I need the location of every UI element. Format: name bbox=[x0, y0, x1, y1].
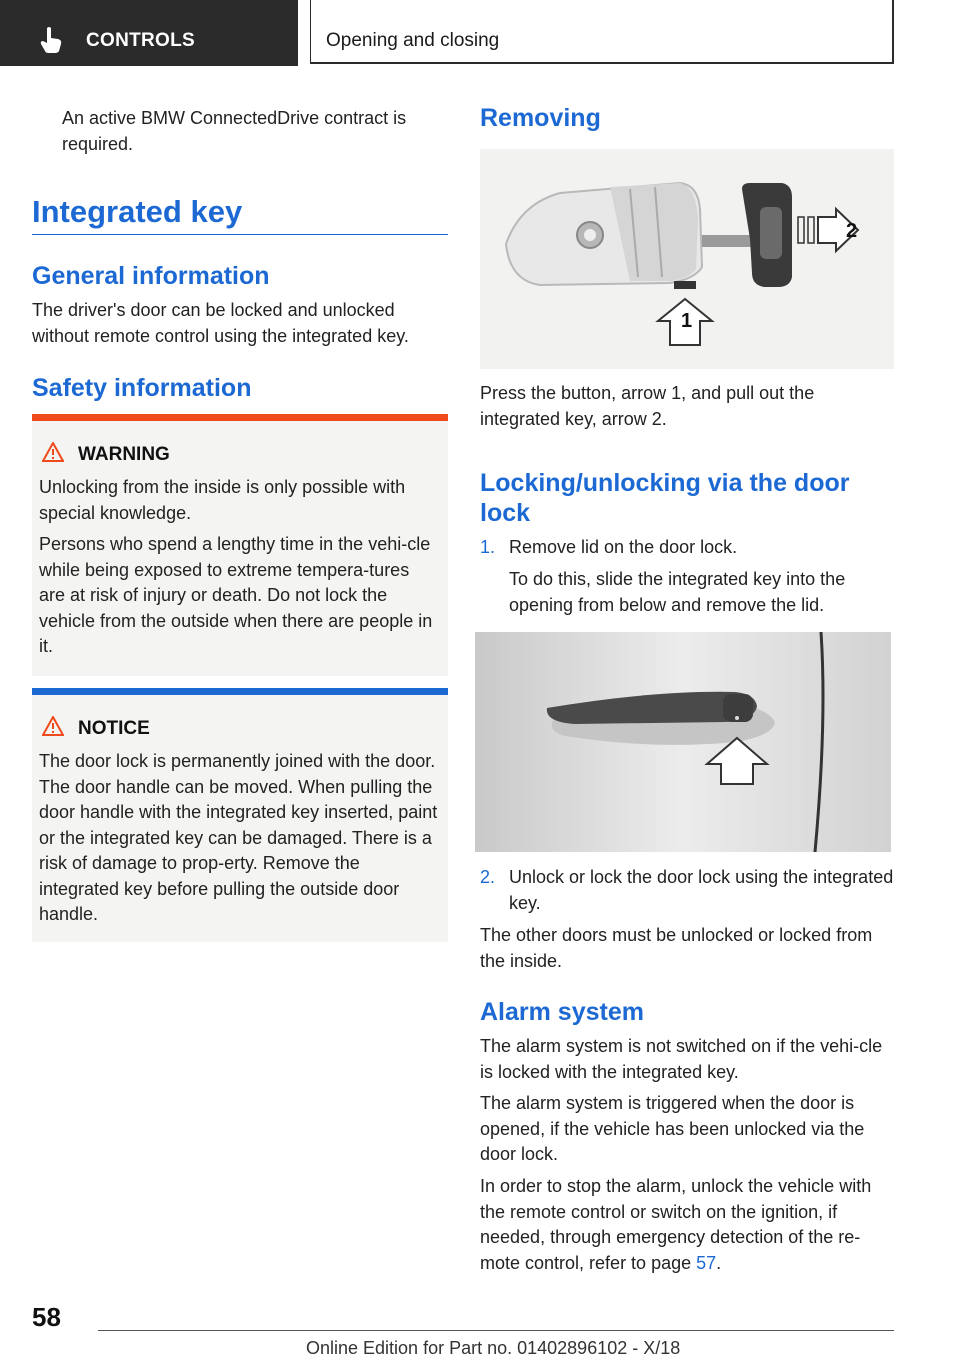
alarm-paragraph-3 bbox=[480, 1174, 898, 1276]
alarm-paragraph-2: The alarm system is triggered when the door is opened, if the vehicle has been unlocked via the door lock. bbox=[480, 1093, 865, 1164]
warning-title: WARNING bbox=[78, 444, 170, 465]
alarm-paragraph-1: The alarm system is not switched on if the vehi-cle is locked with the integrated key. bbox=[480, 1036, 883, 1082]
page-reference-link[interactable]: 57 bbox=[696, 1252, 717, 1273]
pointing-hand-icon bbox=[38, 26, 64, 54]
warning-triangle-icon bbox=[42, 442, 64, 462]
heading-locking-unlocking: Locking/unlocking via the door lock bbox=[480, 469, 850, 527]
chapter-header bbox=[310, 0, 894, 64]
heading-general-information: General information bbox=[32, 262, 270, 290]
footer-edition: Online Edition for Part no. 01402896102 - X/18 bbox=[306, 1338, 681, 1358]
alarm-paragraph-3-end: . bbox=[716, 1252, 722, 1273]
intro-text: An active BMW ConnectedDrive contract is required. bbox=[62, 108, 407, 154]
notice-title: NOTICE bbox=[78, 718, 150, 739]
heading-integrated-key: Integrated key bbox=[32, 194, 243, 229]
warning-paragraph-1: Unlocking from the inside is only possible with special knowledge. bbox=[39, 477, 406, 523]
door-handle-figure bbox=[475, 632, 891, 852]
section-header bbox=[0, 0, 298, 66]
notice-box bbox=[32, 688, 448, 942]
key-fob-illustration bbox=[480, 149, 894, 369]
section-title: CONTROLS bbox=[86, 30, 196, 51]
arrow-1-label: 1 bbox=[681, 310, 693, 332]
alarm-paragraph-3-text: In order to stop the alarm, unlock the vehicle with the remote control or switch on the ignition, if needed, through emergency detection of the re-mote control, refer to page bbox=[480, 1176, 872, 1273]
notice-paragraph: The door lock is permanently joined with the door. The door handle can be moved. When pulling the door handle with the integrated key inserted, paint or the integrated key can be damaged. There is a risk of damage to prop-erty. Remove the integrated key before pulling the outside door handle. bbox=[39, 751, 438, 924]
heading-rule bbox=[32, 234, 448, 235]
step-2-number: 2. bbox=[480, 867, 496, 887]
arrow-2-label: 2 bbox=[846, 220, 858, 242]
key-removal-figure bbox=[480, 149, 894, 369]
notice-bar bbox=[32, 688, 448, 695]
notice-triangle-icon bbox=[42, 716, 64, 736]
chapter-title: Opening and closing bbox=[326, 30, 500, 51]
step-1-subtext: To do this, slide the integrated key into the opening from below and remove the lid. bbox=[509, 569, 846, 615]
heading-alarm-system: Alarm system bbox=[480, 998, 644, 1026]
general-text: The driver's door can be locked and unlocked without remote control using the integrated key. bbox=[32, 300, 409, 346]
door-handle-illustration bbox=[475, 632, 891, 852]
warning-bar bbox=[32, 414, 448, 421]
footer-rule bbox=[98, 1330, 894, 1331]
page-number: 58 bbox=[32, 1302, 61, 1332]
step-1-text: Remove lid on the door lock. bbox=[509, 537, 738, 557]
warning-box bbox=[32, 414, 448, 676]
removing-text: Press the button, arrow 1, and pull out the integrated key, arrow 2. bbox=[480, 383, 815, 429]
step-1-number: 1. bbox=[480, 537, 496, 557]
step-2-text: Unlock or lock the door lock using the integrated key. bbox=[509, 867, 894, 913]
heading-safety-information: Safety information bbox=[32, 374, 252, 402]
warning-paragraph-2: Persons who spend a lengthy time in the vehi-cle while being exposed to extreme tempera-tures are at risk of injury or death. Do not lock the vehicle from the outside when there are people in it. bbox=[39, 534, 433, 656]
other-doors-text: The other doors must be unlocked or locked from the inside. bbox=[480, 925, 873, 971]
heading-removing: Removing bbox=[480, 104, 601, 132]
